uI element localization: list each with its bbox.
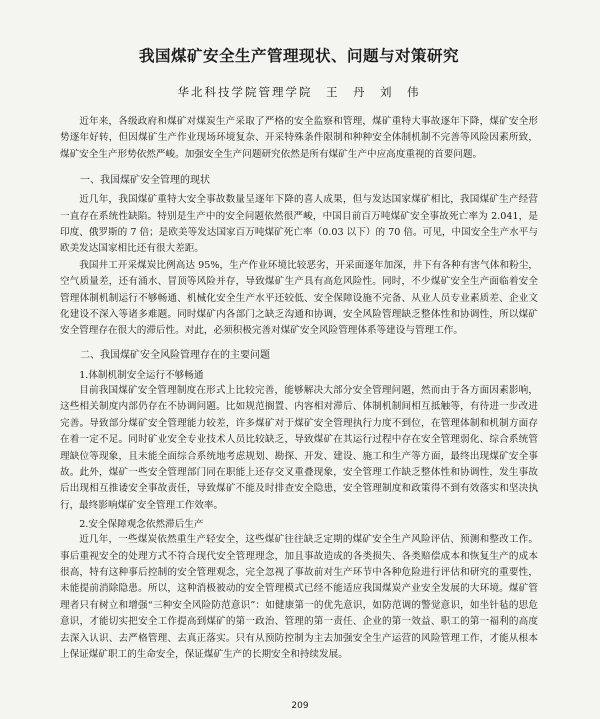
page-number: 209 [291,701,309,711]
section-1-paragraph-2: 我国井工开采煤炭比例高达 95%，生产作业环境比较恶劣，开采面逐年加深，井下有各种有害气体和粉尘，空气质量差，还有涌水、冒顶等风险并存，导致煤矿生产具有高危风险性。同时，不少煤矿安全生产面临着安全管理体制机制运行不够畅通、机械化安全生产水平还较低、安全保障设施不完备、从业人员专业素质差、企业文化建设不深入等诸多难题。同时煤矿内各部门之缺乏沟通和协调，安全风险管理缺乏整体性和协调性，所以煤矿安全管理存在很大的滞后性。对此，必须积极完善对煤矿安全风险管理体系等建设与管理工作。 [60,259,538,337]
abstract-paragraph: 近年来，各级政府和煤矿对煤炭生产采取了严格的安全监察和管理，煤矿重特大事故逐年下降，煤矿安全形势逐年好转，但因煤矿生产作业现场环境复杂、开采特殊条件限制和种种安全体制机制不完善等风险因素所致，煤矿安全生产形势依然严峻。加强安全生产问题研究依然是所有煤矿生产中应高度重视的首要问题。 [60,116,538,160]
section-1-paragraph-1: 近几年，我国煤矿重特大安全事故数量呈逐年下降的喜人成果，但与发达国家煤矿相比，我国煤矿生产经营一直存在系统性缺陷。特别是生产中的安全问题依然很严峻，中国目前百万吨煤矿安全事故死亡率为 2.041，是印度、俄罗斯的 7 倍；是欧美等发达国家百万吨煤矿死亡率（0.03 以下）的 70 倍。可见，中国安全生产水平与欧美发达国家相比还有很大差距。 [60,194,538,255]
section-1-heading: 一、我国煤矿安全管理的现状 [80,175,210,187]
author-line: 华北科技学院管理学院 王 丹 刘 伟 [177,85,421,99]
section-2-heading: 二、我国煤矿安全风险管理存在的主要问题 [80,349,270,361]
paper-title: 我国煤矿安全生产管理现状、问题与对策研究 [138,46,459,65]
subsection-1-paragraph: 目前我国煤矿安全管理制度在形式上比较完善，能够解决大部分安全管理问题，然而由于各方面因素影响，这些相关制度内部仍存在不协调问题。比如规范搁置、内容相对滞后、体制机制间相互抵触等，有待进一步改进完善。导致部分煤矿安全管理能力较差，许多煤矿对于煤矿安全管理执行力度不到位，在管理体制和机制方面存在着一定不足。同时矿业安全专业技术人员比较缺乏，导致煤矿在其运行过程中存在安全管理弱化、综合系统管理缺位等现象，且未能全面综合系统地考虑规划、勘探、开发、建设、施工和生产等方面，最终出现煤矿安全事故。此外，煤矿一些安全管理部门同在职能上还存交叉重叠现象，安全管理工作缺乏整体性和协调性，发生事故后出现相互推诿安全事故责任，导致煤矿不能及时排查安全隐患，安全管理制度和政策得不到有效落实和坚决执行，最终影响煤矿安全管理工作效率。 [60,384,538,511]
subsection-2-paragraph: 近几年，一些煤炭依然重生产轻安全，这些煤矿往往缺乏定期的煤矿安全生产风险评估、预测和整改工作。事后重视安全的处理方式不符合现代安全管理理念，加且事故造成的各类损失、各类赔偿成本和恢复生产的成本很高，特有这种事后控制的安全管理观念，完全忽视了事故前对生产环节中各种危险进行评估和研究的重要性，未能提前消除隐患。所以，这种消极被动的安全管理模式已经不能适应我国煤炭产业安全发展的大环境。煤矿管理者只有树立和增强“三种安全风险防范意识”：如健康第一的优先意识，如防范调的警觉意识，如坐针毡的思危意识，才能切实把安全工作提高到煤矿的第一政治、管理的第一责任、企业的第一效益、职工的第一福利的高度去深入认识、去严格管理、去真正落实。只有从预防控制为主去加强安全生产运营的风险管理工作，才能从根本上保证煤矿职工的生命安全，保证煤矿生产的长期安全和持续发展。 [60,534,538,660]
subsection-1-heading: 1.体制机制安全运行不够畅通 [79,369,204,381]
subsection-2-heading: 2.安全保障观念依然滞后生产 [79,519,204,531]
